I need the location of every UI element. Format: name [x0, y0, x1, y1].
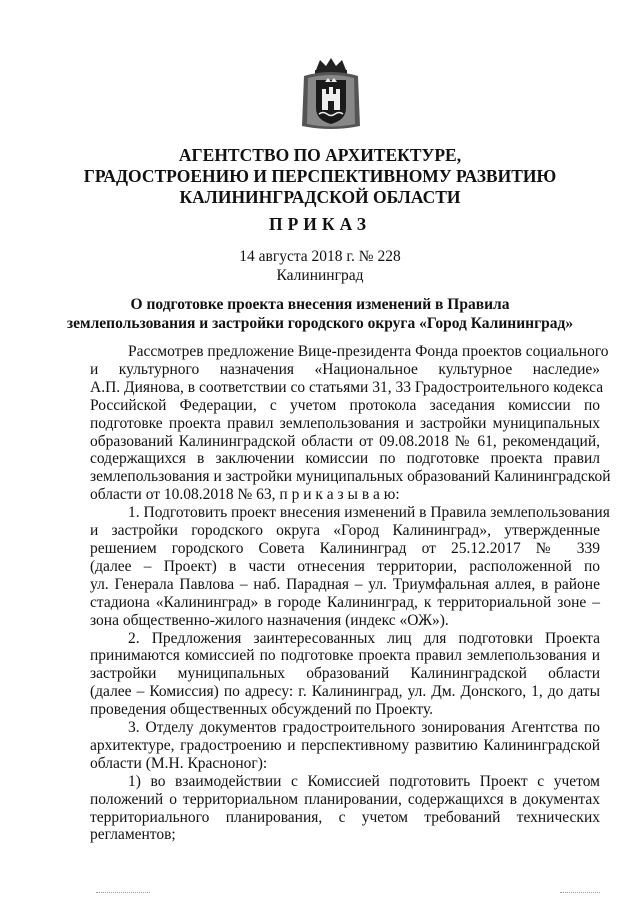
body-line: принимаются комиссией по подготовке проекта правил землепользования и — [90, 647, 600, 665]
body-line: Рассмотрев предложение Вице-президента Фонда проектов социального — [128, 343, 609, 360]
body-line: землепользования и застройки муниципальных образований Калининградской — [90, 468, 611, 486]
body-line: территориального планирования, с учетом требований технических — [90, 808, 600, 826]
body-line: архитектуре, градостроению и перспективному развитию Калининградской — [90, 736, 600, 754]
body-line: и культурного назначения «Национальное культурное наследие» — [90, 360, 600, 378]
document-city: Калининград — [276, 267, 364, 284]
body-line: 1. Подготовить проект внесения изменений в Правила землепользования — [128, 504, 610, 522]
scan-artifact — [560, 892, 600, 895]
agency-line: КАЛИНИНГРАДСКОЙ ОБЛАСТИ — [179, 187, 461, 207]
body-line: проведения общественных обсуждений по Проекту. — [90, 701, 434, 719]
body-line: стадиона «Калининград» в городе Калининград, к территориальной зоне – — [90, 593, 600, 611]
body-line: регламентов; — [90, 826, 176, 844]
body-line: области от 10.08.2018 № 63, п р и к а з ы в а ю: — [90, 486, 400, 504]
body-line: Российской Федерации, с учетом протокола заседания комиссии по — [90, 396, 600, 414]
body-line: А.П. Диянова, в соответствии со статьями 31, 33 Градостроительного кодекса — [90, 378, 604, 396]
body-line: содержащихся в заключении комиссии по подготовке проекта правил — [90, 450, 600, 468]
document-type: ПРИКАЗ — [268, 214, 372, 234]
agency-line: АГЕНТСТВО ПО АРХИТЕКТУРЕ, — [178, 145, 462, 165]
document-date-block — [0, 247, 640, 285]
body-line: (далее – Комиссия) по адресу: г. Калининград, ул. Дм. Донского, 1, до даты — [90, 683, 600, 701]
document-body — [90, 343, 611, 844]
agency-line: ГРАДОСТРОЕНИЮ И ПЕРСПЕКТИВНОМУ РАЗВИТИЮ — [83, 166, 557, 186]
subject-line: О подготовке проекта внесения изменений в Правила — [130, 296, 510, 313]
document-subject — [0, 295, 640, 333]
body-line: зона общественно-жилого назначения (индекс «ОЖ»). — [90, 611, 449, 629]
body-line: застройки муниципальных образований Калининградской области — [90, 665, 600, 683]
body-line: (далее – Проект) в части отнесения территории, расположенной по — [90, 557, 600, 575]
scan-artifact — [96, 892, 150, 895]
body-line: 1) во взаимодействии с Комиссией подготовить Проект с учетом — [128, 772, 600, 790]
document-date: 14 августа 2018 г. № 228 — [239, 248, 401, 265]
body-line: 2. Предложения заинтересованных лиц для подготовки Проекта — [128, 629, 600, 647]
body-line: решением городского Совета Калининград от 25.12.2017 № 339 — [90, 539, 600, 557]
body-line: положений о территориальном планировании, содержащихся в документах — [90, 790, 600, 808]
body-line: подготовке проекта правил землепользования и застройки муниципальных — [90, 414, 600, 432]
body-line: 3. Отделу документов градостроительного зонирования Агентства по — [128, 719, 600, 737]
body-line: образований Калининградской области от 09.08.2018 № 61, рекомендаций, — [90, 432, 600, 450]
agency-name — [0, 145, 640, 208]
body-line: ул. Генерала Павлова – наб. Парадная – ул. Триумфальная аллея, в районе — [90, 575, 600, 593]
subject-line: землепользования и застройки городского округа «Город Калининград» — [66, 315, 574, 332]
coat-of-arms-icon — [300, 56, 362, 132]
body-line: и застройки городского округа «Город Калининград», утвержденные — [90, 522, 600, 540]
body-line: области (М.Н. Красноног): — [90, 754, 268, 772]
